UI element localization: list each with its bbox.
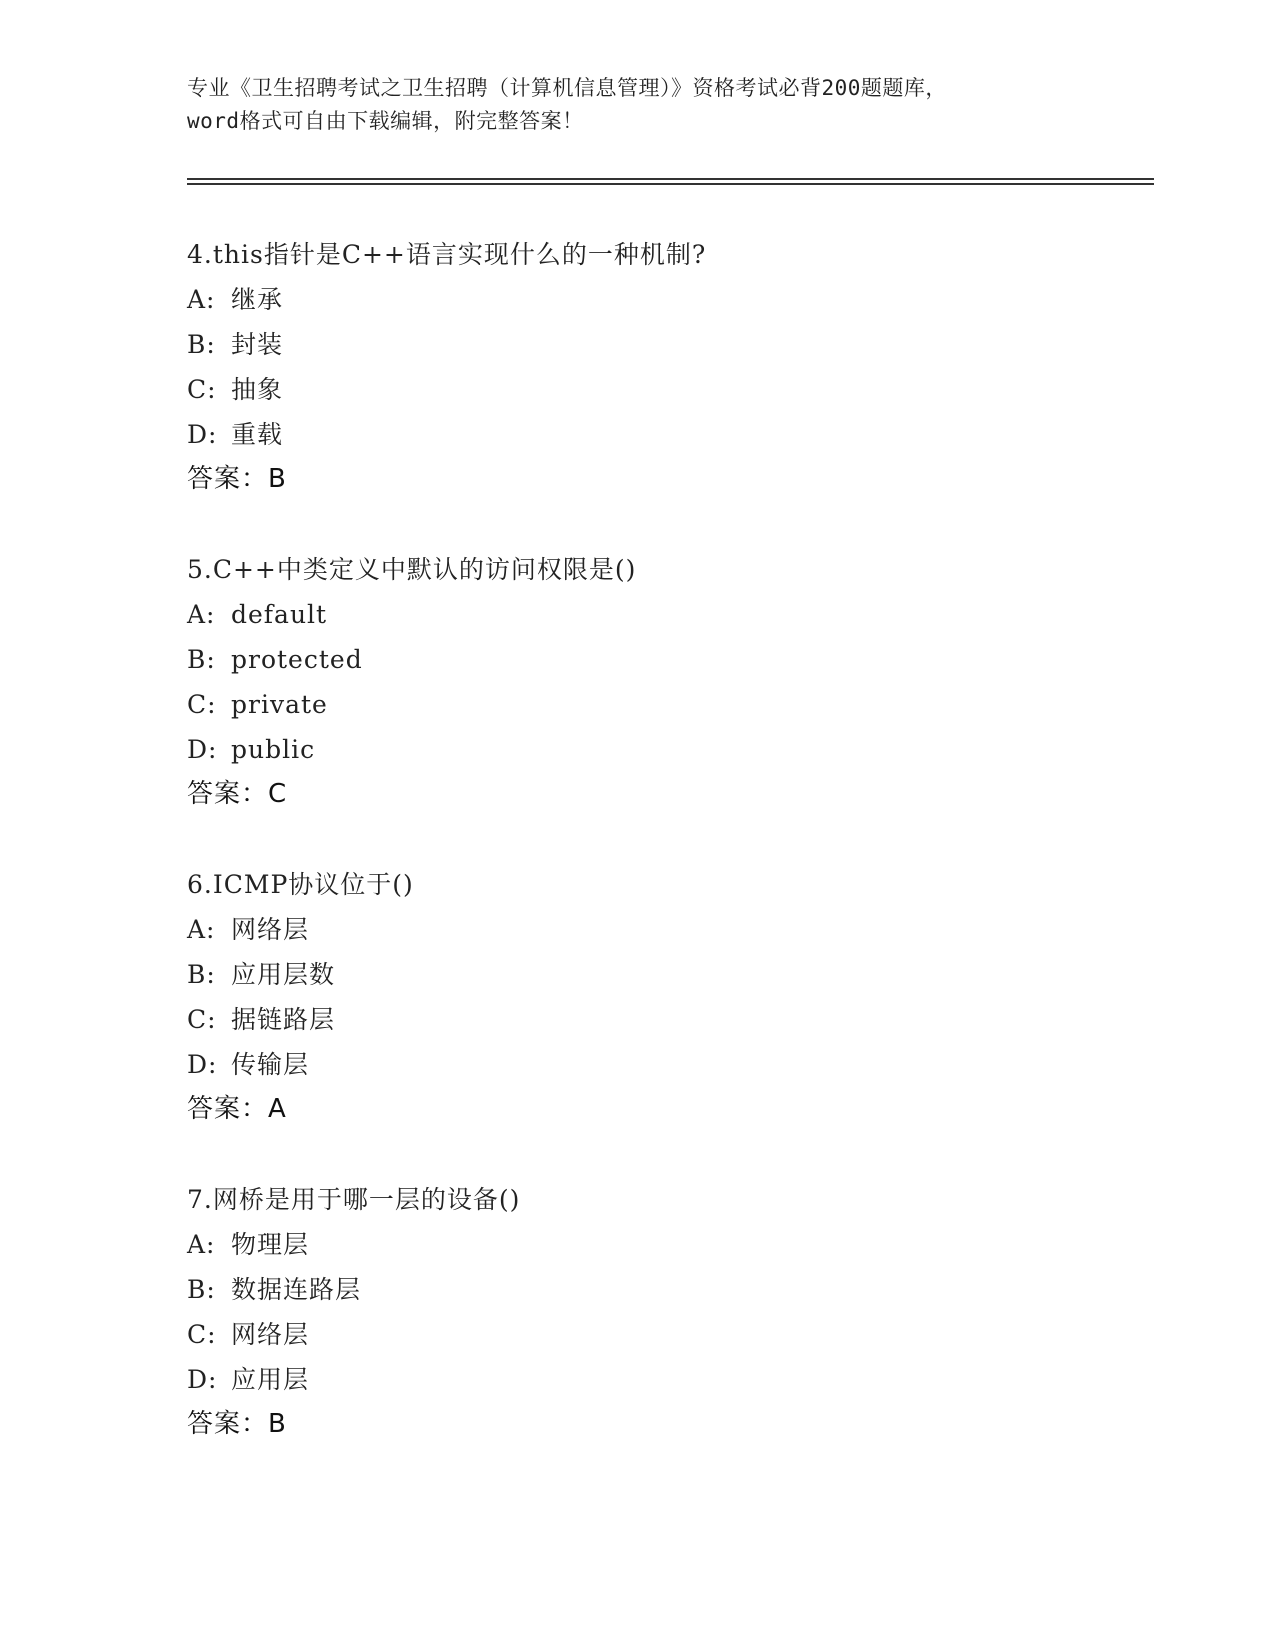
question-6 bbox=[187, 862, 1147, 1132]
option-key: C: bbox=[187, 690, 217, 719]
option-key: C: bbox=[187, 375, 217, 404]
option-d bbox=[187, 412, 1147, 457]
option-b bbox=[187, 637, 1147, 682]
option-key: A: bbox=[187, 915, 216, 944]
option-key: C: bbox=[187, 1320, 217, 1349]
option-text: 传输层 bbox=[231, 1050, 310, 1079]
option-c bbox=[187, 367, 1147, 412]
answer-line: 答案：A bbox=[187, 1094, 287, 1124]
header-line-2: word格式可自由下载编辑，附完整答案！ bbox=[187, 109, 584, 133]
question-list bbox=[187, 232, 1147, 1492]
option-key: B: bbox=[187, 645, 216, 674]
option-text: 网络层 bbox=[231, 1320, 310, 1349]
option-d bbox=[187, 1357, 1147, 1402]
option-key: D: bbox=[187, 1050, 218, 1079]
option-text: 应用层 bbox=[231, 1365, 310, 1394]
option-b bbox=[187, 1267, 1147, 1312]
document-header bbox=[187, 72, 1087, 138]
option-text: protected bbox=[231, 645, 363, 674]
question-title: 6.ICMP协议位于() bbox=[187, 870, 414, 899]
option-key: B: bbox=[187, 1275, 216, 1304]
option-d bbox=[187, 1042, 1147, 1087]
option-text: 封装 bbox=[231, 330, 284, 359]
option-key: A: bbox=[187, 285, 216, 314]
option-text: 物理层 bbox=[231, 1230, 310, 1259]
option-text: 抽象 bbox=[231, 375, 284, 404]
option-text: private bbox=[231, 690, 328, 719]
option-text: 继承 bbox=[231, 285, 284, 314]
question-4 bbox=[187, 232, 1147, 502]
option-key: A: bbox=[187, 600, 216, 629]
option-key: B: bbox=[187, 960, 216, 989]
question-title: 5.C++中类定义中默认的访问权限是() bbox=[187, 555, 637, 584]
option-c bbox=[187, 997, 1147, 1042]
option-text: 据链路层 bbox=[231, 1005, 336, 1034]
option-a bbox=[187, 1222, 1147, 1267]
question-title: 7.网桥是用于哪一层的设备() bbox=[187, 1185, 521, 1214]
question-5 bbox=[187, 547, 1147, 817]
option-a bbox=[187, 907, 1147, 952]
option-a bbox=[187, 592, 1147, 637]
option-text: 数据连路层 bbox=[231, 1275, 362, 1304]
option-key: C: bbox=[187, 1005, 217, 1034]
option-a bbox=[187, 277, 1147, 322]
option-b bbox=[187, 322, 1147, 367]
option-b bbox=[187, 952, 1147, 997]
question-title: 4.this指针是C++语言实现什么的一种机制? bbox=[187, 240, 707, 269]
option-key: A: bbox=[187, 1230, 216, 1259]
option-key: D: bbox=[187, 735, 218, 764]
option-key: B: bbox=[187, 330, 216, 359]
option-c bbox=[187, 1312, 1147, 1357]
option-text: 网络层 bbox=[231, 915, 310, 944]
option-text: default bbox=[231, 600, 328, 629]
question-7 bbox=[187, 1177, 1147, 1447]
option-c bbox=[187, 682, 1147, 727]
answer-line: 答案：C bbox=[187, 779, 288, 809]
option-text: public bbox=[231, 735, 316, 764]
answer-line: 答案：B bbox=[187, 1409, 287, 1439]
header-divider-top bbox=[187, 178, 1154, 180]
option-key: D: bbox=[187, 1365, 218, 1394]
option-d bbox=[187, 727, 1147, 772]
option-text: 重载 bbox=[231, 420, 284, 449]
header-divider-bottom bbox=[187, 183, 1154, 185]
option-key: D: bbox=[187, 420, 218, 449]
header-line-1: 专业《卫生招聘考试之卫生招聘（计算机信息管理）》资格考试必背200题题库， bbox=[187, 76, 947, 100]
answer-line: 答案：B bbox=[187, 464, 287, 494]
option-text: 应用层数 bbox=[231, 960, 336, 989]
